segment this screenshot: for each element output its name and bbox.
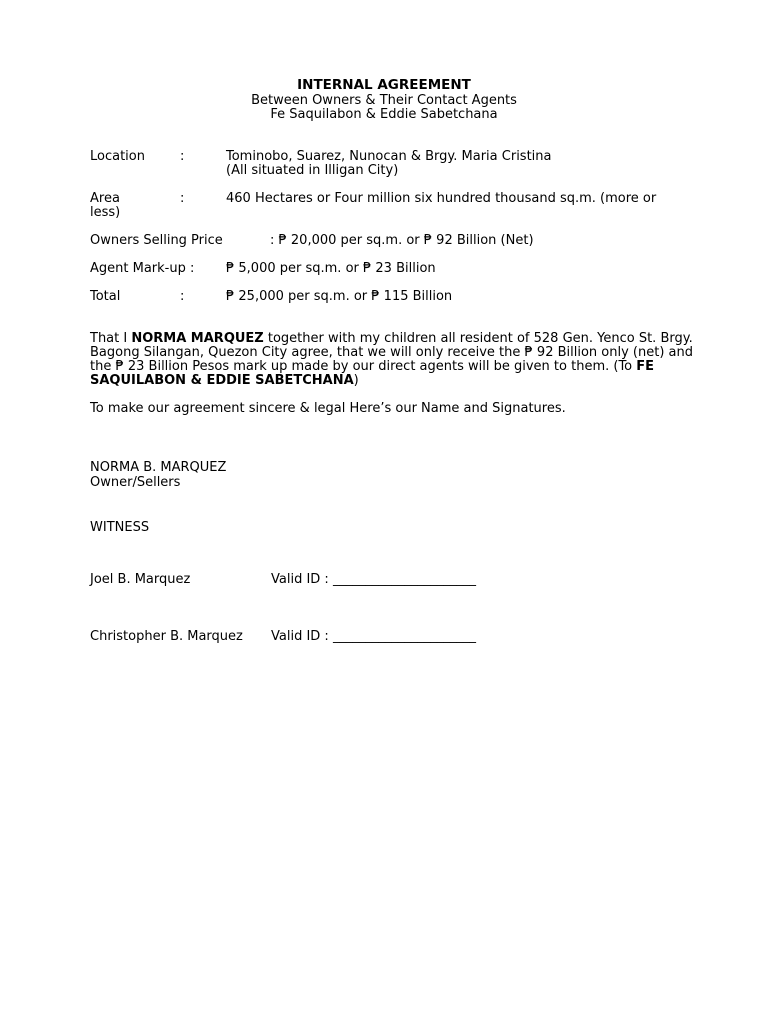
document-subtitle: Between Owners & Their Contact Agents: [251, 93, 517, 108]
agents-name-bold: FE SAQUILABON & EDDIE SABETCHANA: [90, 359, 655, 388]
area-value-line2: less): [90, 205, 121, 220]
area-colon: :: [180, 191, 185, 206]
paragraph-text: ): [353, 373, 359, 388]
location-colon: :: [180, 149, 185, 164]
owner-name-bold: NORMA MARQUEZ: [131, 331, 264, 346]
paragraph-text: together with my children all resident of 528 Gen. Yenco St. Brgy. Bagong Silangan, Quezon City agree, that we will only receive the ₱ 92 Billion only (net) and the ₱ 23 Billion Pesos mark up made by our direct agents will be given to them. (To: [90, 331, 693, 374]
witness-label: WITNESS: [90, 520, 150, 535]
document-title: INTERNAL AGREEMENT: [297, 77, 471, 93]
area-label: Area: [90, 191, 120, 206]
markup-label: Agent Mark-up :: [90, 261, 195, 276]
signature-intro: To make our agreement sincere & legal Here’s our Name and Signatures.: [90, 401, 566, 416]
total-colon: :: [180, 289, 185, 304]
owner-role: Owner/Sellers: [90, 475, 181, 490]
location-value: Tominobo, Suarez, Nunocan & Brgy. Maria Cristina: [226, 149, 552, 164]
selling-price-label: Owners Selling Price: [90, 233, 223, 248]
witness-name: Joel B. Marquez: [90, 572, 191, 587]
document-parties: Fe Saquilabon & Eddie Sabetchana: [270, 107, 498, 122]
owner-name: NORMA B. MARQUEZ: [90, 460, 227, 475]
location-label: Location: [90, 149, 145, 164]
selling-price-value: : ₱ 20,000 per sq.m. or ₱ 92 Billion (Net): [270, 233, 534, 248]
witness-valid-id: Valid ID : ______________________: [271, 629, 476, 644]
markup-value: ₱ 5,000 per sq.m. or ₱ 23 Billion: [226, 261, 436, 276]
witness-name: Christopher B. Marquez: [90, 629, 243, 644]
agreement-paragraph: [90, 332, 710, 388]
paragraph-text: That I: [90, 331, 132, 346]
total-label: Total: [90, 289, 121, 304]
location-note: (All situated in Illigan City): [226, 163, 399, 178]
total-value: ₱ 25,000 per sq.m. or ₱ 115 Billion: [226, 289, 453, 304]
area-value-line1: 460 Hectares or Four million six hundred thousand sq.m. (more or: [226, 191, 657, 206]
witness-valid-id: Valid ID : ______________________: [271, 572, 476, 587]
